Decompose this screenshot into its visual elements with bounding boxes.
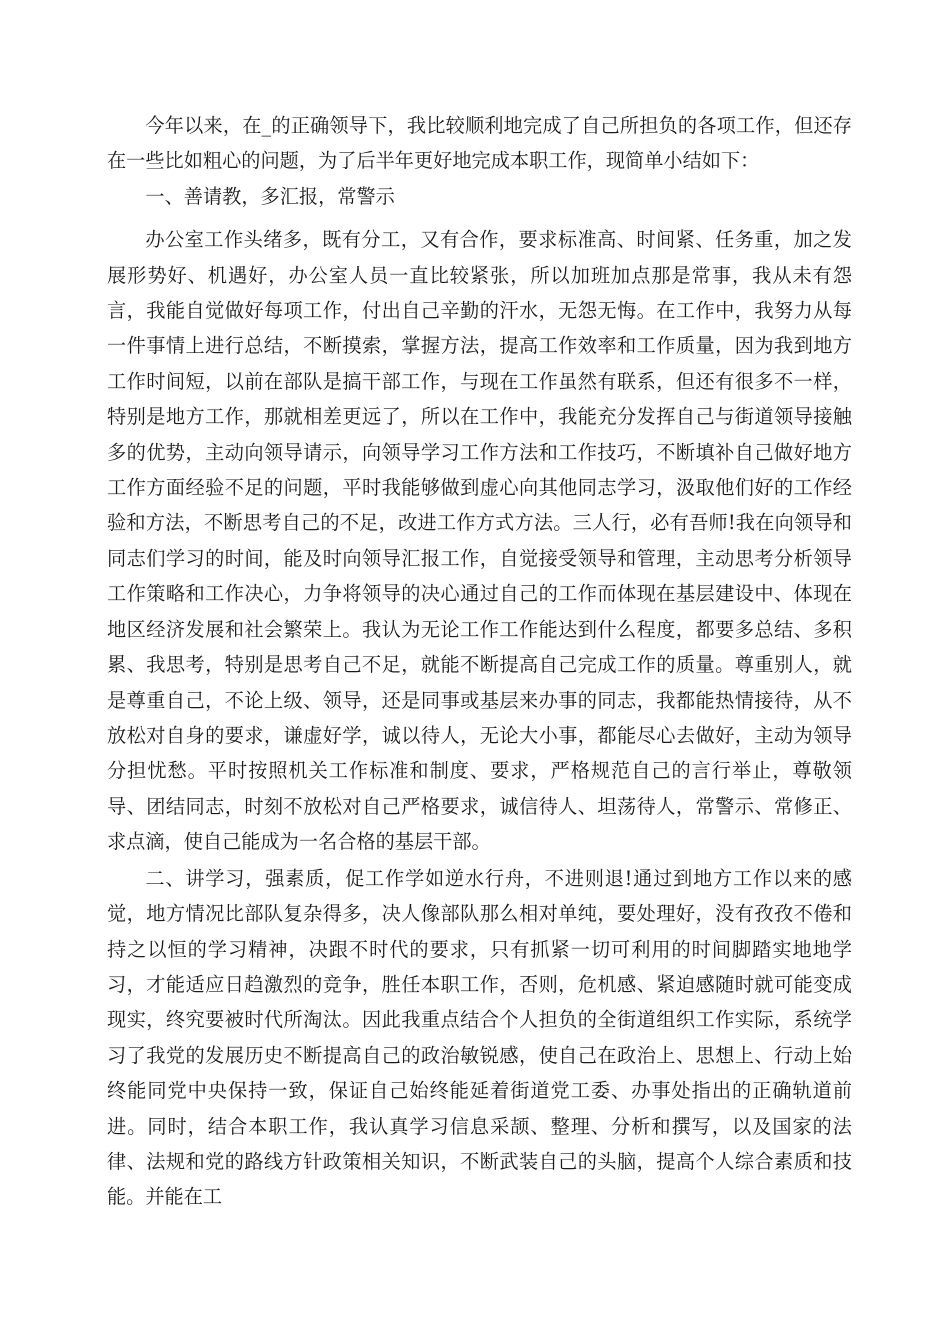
document-body (107, 108, 852, 1216)
section-2-paragraph: 二、讲学习，强素质，促工作学如逆水行舟，不进则退!通过到地方工作以来的感觉，地方情况比部队复杂得多，决人像部队那么相对单纯，要处理好，没有孜孜不倦和持之以恒的学习精神，决跟不时代的要求，只有抓紧一切可利用的时间脚踏实地地学习，才能适应日趋激烈的竞争，胜任本职工作，否则，危机感、紧迫感随时就可能变成现实，终究要被时代所淘汰。因此我重点结合个人担负的全街道组织工作实际，系统学习了我党的发展历史不断提高自己的政治敏锐感，使自己在政治上、思想上、行动上始终能同党中央保持一致，保证自己始终能延着街道党工委、办事处指出的正确轨道前进。同时，结合本职工作，我认真学习信息采颉、整理、分析和撰写，以及国家的法律、法规和党的路线方针政策相关知识，不断武装自己的头脑，提高个人综合素质和技能。并能在工 (107, 866, 852, 1209)
intro-paragraph: 今年以来，在_的正确领导下，我比较顺利地完成了自己所担负的各项工作，但还存在一些比如粗心的问题，为了后半年更好地完成本职工作，现简单小结如下： (107, 114, 852, 173)
section-1-paragraph: 办公室工作头绪多，既有分工，又有合作，要求标准高、时间紧、任务重，加之发展形势好、机遇好，办公室人员一直比较紧张，所以加班加点那是常事，我从未有怨言，我能自觉做好每项工作，付出自己辛勤的汗水，无怨无悔。在工作中，我努力从每一件事情上进行总结，不断摸索，掌握方法，提高工作效率和工作质量，因为我到地方工作时间短，以前在部队是搞干部工作，与现在工作虽然有联系，但还有很多不一样，特别是地方工作，那就相差更远了，所以在工作中，我能充分发挥自己与街道领导接触多的优势，主动向领导请示，向领导学习工作方法和工作技巧，不断填补自己做好地方工作方面经验不足的问题，平时我能够做到虚心向其他同志学习，汲取他们好的工作经验和方法，不断思考自己的不足，改进工作方式方法。三人行，必有吾师!我在向领导和同志们学习的时间，能及时向领导汇报工作，自觉接受领导和管理，主动思考分析领导工作策略和工作决心，力争将领导的决心通过自己的工作而体现在基层建设中、体现在地区经济发展和社会繁荣上。我认为无论工作工作能达到什么程度，都要多总结、多积累、我思考，特别是思考自己不足，就能不断提高自己完成工作的质量。尊重别人，就是尊重自己，不论上级、领导，还是同事或基层来办事的同志，我都能热情接待，从不放松对自身的要求，谦虚好学，诚以待人，无论大小事，都能尽心去做好，主动为领导分担忧愁。平时按照机关工作标准和制度、要求，严格规范自己的言行举止，尊敬领导、团结同志，时刻不放松对自己严格要求，诚信待人、坦荡待人，常警示、常修正、求点滴，使自己能成为一名合格的基层干部。 (107, 228, 852, 854)
section-1-heading: 一、善请教，多汇报，常警示 (145, 184, 395, 208)
